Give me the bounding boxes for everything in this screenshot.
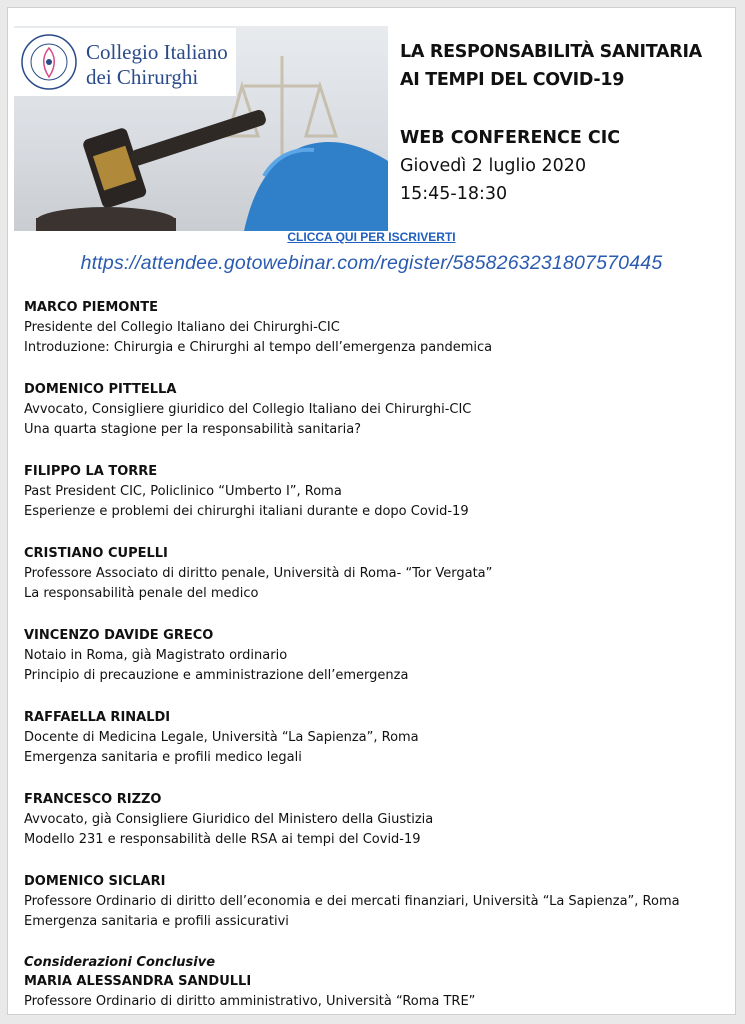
cic-seal-icon	[20, 33, 78, 91]
speaker-role: Avvocato, già Consigliere Giuridico del Ministero della Giustizia	[24, 812, 434, 827]
register-url[interactable]: https://attendee.gotowebinar.com/register/5858263231807570445	[80, 252, 663, 274]
conclusion-speaker-name: MARIA ALESSANDRA SANDULLI	[24, 974, 252, 989]
speaker-role: Professore Associato di diritto penale, Università di Roma- “Tor Vergata”	[24, 566, 493, 581]
conclusion-item	[24, 954, 724, 1012]
speaker-item	[24, 872, 724, 932]
speaker-item	[24, 380, 724, 440]
title-line1: LA RESPONSABILITÀ SANITARIA	[400, 42, 702, 62]
event-date: Giovedì 2 luglio 2020	[400, 156, 587, 176]
speaker-list	[24, 298, 724, 1015]
title-block	[400, 38, 730, 208]
hero-image	[14, 26, 388, 231]
title-line2: AI TEMPI DEL COVID-19	[400, 70, 625, 90]
logo-wordmark	[86, 40, 228, 90]
speaker-role: Professore Ordinario di diritto dell’economia e dei mercati finanziari, Università “La Sapienza”, Roma	[24, 894, 680, 909]
speaker-name: MARCO PIEMONTE	[24, 300, 158, 315]
speaker-role: Docente di Medicina Legale, Università “La Sapienza”, Roma	[24, 730, 419, 745]
speaker-topic: Emergenza sanitaria e profili assicurativi	[24, 914, 289, 929]
speaker-role: Avvocato, Consigliere giuridico del Collegio Italiano dei Chirurghi-CIC	[24, 402, 472, 417]
speaker-topic: Introduzione: Chirurgia e Chirurghi al tempo dell’emergenza pandemica	[24, 340, 493, 355]
flyer-page	[7, 7, 736, 1015]
logo-line1: Collegio Italiano	[86, 40, 228, 64]
register-link[interactable]: CLICCA QUI PER ISCRIVERTI	[287, 230, 456, 244]
speaker-name: DOMENICO PITTELLA	[24, 382, 177, 397]
speaker-item	[24, 790, 724, 850]
speaker-item	[24, 462, 724, 522]
speaker-item	[24, 298, 724, 358]
speaker-name: FRANCESCO RIZZO	[24, 792, 162, 807]
conclusion-speaker-role: Professore Ordinario di diritto amministrativo, Università “Roma TRE”	[24, 994, 476, 1009]
speaker-topic: Modello 231 e responsabilità delle RSA ai tempi del Covid-19	[24, 832, 421, 847]
logo	[14, 28, 236, 96]
speaker-name: DOMENICO SICLARI	[24, 874, 166, 889]
speaker-name: CRISTIANO CUPELLI	[24, 546, 168, 561]
speaker-role: Notaio in Roma, già Magistrato ordinario	[24, 648, 288, 663]
speaker-role: Presidente del Collegio Italiano dei Chirurghi-CIC	[24, 320, 340, 335]
speaker-name: FILIPPO LA TORRE	[24, 464, 158, 479]
speaker-item	[24, 626, 724, 686]
speaker-name: RAFFAELLA RINALDI	[24, 710, 171, 725]
conclusion-label: Considerazioni Conclusive	[24, 955, 216, 970]
speaker-role: Past President CIC, Policlinico “Umberto I”, Roma	[24, 484, 342, 499]
event-time: 15:45-18:30	[400, 184, 508, 204]
speaker-topic: Principio di precauzione e amministrazione dell’emergenza	[24, 668, 409, 683]
logo-line2: dei Chirurghi	[86, 65, 199, 89]
speaker-topic: La responsabilità penale del medico	[24, 586, 259, 601]
speaker-topic: Emergenza sanitaria e profili medico legali	[24, 750, 302, 765]
speaker-item	[24, 544, 724, 604]
speaker-item	[24, 708, 724, 768]
speaker-name: VINCENZO DAVIDE GRECO	[24, 628, 214, 643]
speaker-topic: Esperienze e problemi dei chirurghi italiani durante e dopo Covid-19	[24, 504, 469, 519]
conference-label: WEB CONFERENCE CIC	[400, 128, 621, 148]
speaker-topic: Una quarta stagione per la responsabilità sanitaria?	[24, 422, 362, 437]
